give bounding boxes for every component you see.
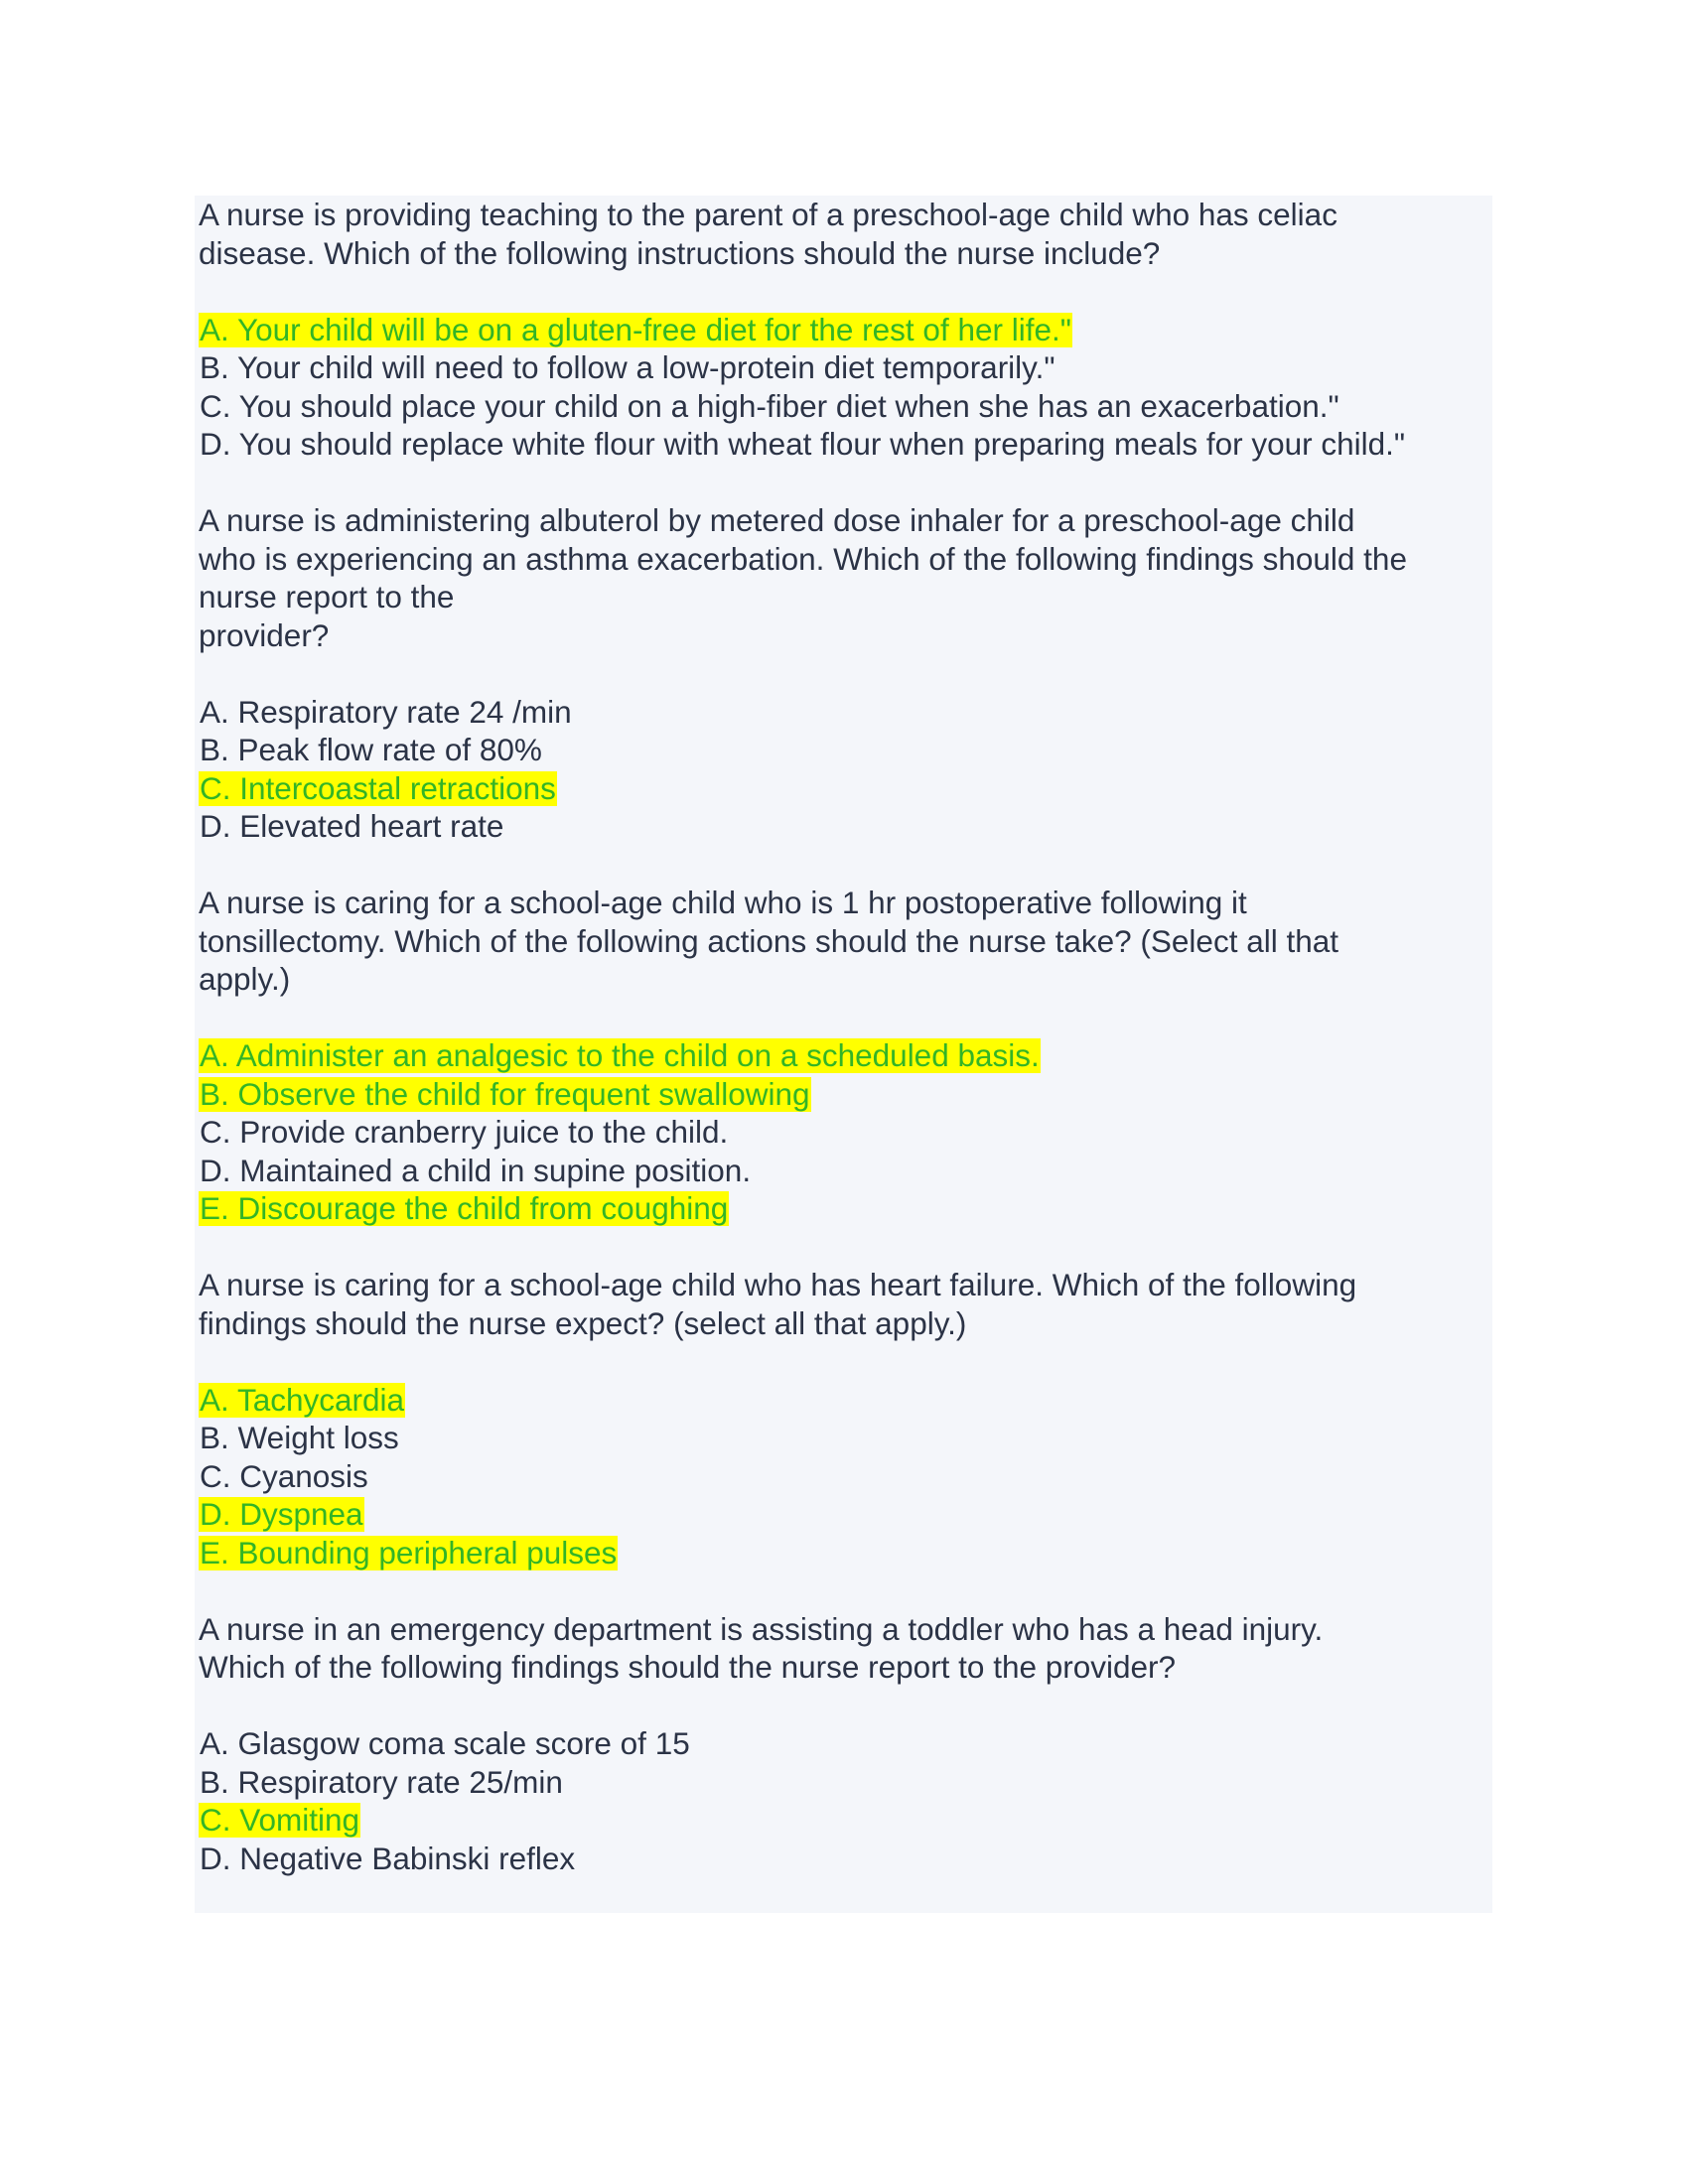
option-label: B. Your child will need to follow a low-protein diet temporarily." (200, 349, 1055, 385)
option-label: D. Dyspnea (200, 1496, 363, 1532)
question-text: A nurse is caring for a school-age child who has heart failure. Which of the following findings should the nurse expect? (select all that apply.) (199, 1267, 1357, 1341)
option-d (199, 1152, 1492, 1190)
option-e (199, 1534, 1492, 1572)
option-b (199, 348, 1492, 387)
option-a (199, 1724, 1492, 1763)
option-label: C. You should place your child on a high-fiber diet when she has an exacerbation." (200, 387, 1339, 424)
option-label: B. Observe the child for frequent swallowing (200, 1075, 810, 1112)
option-label: C. Vomiting (200, 1802, 360, 1838)
option-list (199, 1724, 1492, 1877)
option-list (199, 1381, 1492, 1572)
option-label: C. Intercoastal retractions (200, 769, 556, 806)
option-label: C. Provide cranberry juice to the child. (200, 1114, 729, 1150)
question-text: A nurse is providing teaching to the parent of a preschool-age child who has celiac disease. Which of the following instructions should the nurse include? (199, 197, 1337, 271)
option-label: B. Weight loss (200, 1420, 399, 1455)
question-text: A nurse in an emergency department is assisting a toddler who has a head injury. Which of the following findings should the nurse report to the provider? (199, 1610, 1324, 1685)
option-c (199, 387, 1492, 426)
option-label: A. Your child will be on a gluten-free diet for the rest of her life." (200, 311, 1071, 347)
option-label: D. Negative Babinski reflex (200, 1840, 576, 1876)
question-2 (199, 501, 1492, 846)
option-label: A. Administer an analgesic to the child on a scheduled basis. (200, 1037, 1040, 1073)
question-text: A nurse is administering albuterol by metered dose inhaler for a preschool-age child who is experiencing an asthma exacerbation. Which of the following findings should the nurse report to the provider? (199, 502, 1407, 653)
option-c (199, 1113, 1492, 1152)
option-d (199, 1495, 1492, 1534)
option-d (199, 807, 1492, 846)
option-b (199, 731, 1492, 769)
option-label: C. Cyanosis (200, 1457, 368, 1494)
option-d (199, 1840, 1492, 1878)
option-label: B. Peak flow rate of 80% (200, 732, 542, 767)
option-a (199, 1381, 1492, 1420)
option-d (199, 425, 1492, 464)
question-5 (199, 1610, 1492, 1878)
question-text: A nurse is caring for a school-age child who is 1 hr postoperative following it tonsillectomy. Which of the following actions should the nurse take? (Select all that apply.) (199, 885, 1339, 997)
option-label: A. Tachycardia (200, 1381, 405, 1418)
option-b (199, 1763, 1492, 1802)
option-c (199, 1457, 1492, 1496)
option-label: D. Elevated heart rate (200, 808, 504, 844)
option-b (199, 1075, 1492, 1114)
option-list (199, 693, 1492, 846)
option-label: D. Maintained a child in supine position. (200, 1152, 752, 1188)
option-label: A. Respiratory rate 24 /min (200, 693, 572, 730)
question-1 (199, 196, 1492, 464)
option-b (199, 1419, 1492, 1457)
option-list (199, 1036, 1492, 1228)
option-c (199, 1801, 1492, 1840)
option-label: A. Glasgow coma scale score of 15 (200, 1725, 690, 1761)
option-a (199, 1036, 1492, 1075)
question-3 (199, 884, 1492, 1228)
document-panel (195, 196, 1492, 1913)
option-e (199, 1189, 1492, 1228)
option-c (199, 769, 1492, 808)
question-4 (199, 1266, 1492, 1571)
option-label: E. Bounding peripheral pulses (200, 1534, 618, 1570)
option-label: E. Discourage the child from coughing (200, 1190, 729, 1226)
option-label: B. Respiratory rate 25/min (200, 1763, 563, 1800)
option-list (199, 311, 1492, 464)
option-label: D. You should replace white flour with wheat flour when preparing meals for your child." (200, 426, 1406, 462)
option-a (199, 693, 1492, 732)
option-a (199, 311, 1492, 349)
